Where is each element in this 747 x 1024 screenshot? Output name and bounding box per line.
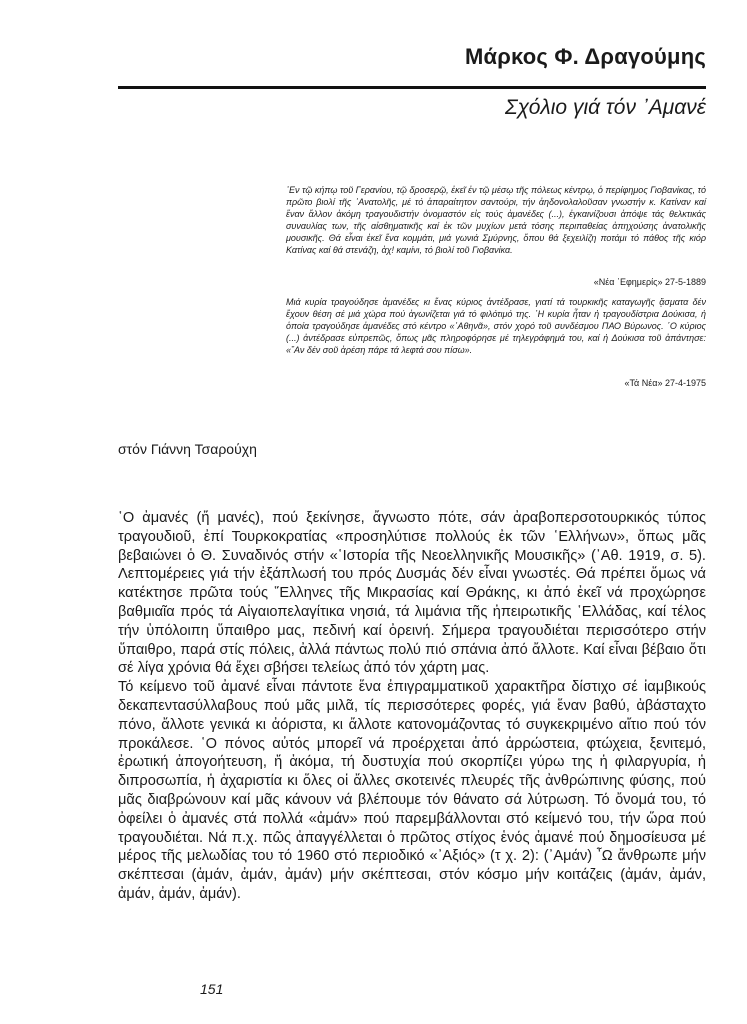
- dedication: στόν Γιάννη Τσαρούχη: [118, 441, 257, 457]
- paragraph-2: Τό κείμενο τοῦ ἀμανέ εἶναι πάντοτε ἕνα ἐπιγραμματικοῦ χαρακτῆρα δίστιχο σέ ἰαμβικούς δεκαπεντασύλλαβους πού μᾶς μιλᾶ, τίς περισσότερες φορές, γιά ἕναν βαθύ, ἀβάσταχτο πόνο, ἄλλοτε γενικά κι ἀόριστα, κι ἄλλοτε κατονομάζοντας τό συγκεκριμένο αἴτιο πού τόν προκάλεσε. ῾Ο πόνος αὐτός μπορεῖ νά προέρχεται ἀπό ἀρρώστεια, φτώχεια, ξενιτεμό, ἐρωτική ἀπογοήτευση, ἤ ἀκόμα, τή δυστυχία πού σκορπίζει γύρω της ἡ φιλαργυρία, ἡ διπροσωπία, ἡ ἀχαριστία κι ὅλες οἱ ἄλλες σκοτεινές πλευρές τῆς ἀνθρώπινης φύσης, πού μᾶς διαβρώνουν καί μᾶς κάνουν νά βλέπουμε τόν θάνατο σά λύτρωση. Τό ὄνομά του, τό ὀφείλει ὁ ἀμανές στά πολλά «ἀμάν» πού παρεμβάλλονται στό κείμενό του, τήν ὥρα πού τραγουδιέται. Νά π.χ. πῶς ἀπαγγέλλεται ὁ πρῶτος στίχος ἑνός ἀμανέ πού δημοσίευσα μέ μέρος τῆς μελωδίας του τό 1960 στό περιοδικό «᾿Αξιός» (τ χ. 2): (᾿Αμάν) ῏Ω ἄνθρωπε μήν σκέπτεσαι (ἀμάν, ἀμάν, ἀμάν) μήν σκέπτεσαι, στόν κόσμο μήν κοιτάζεις (ἀμάν, ἀμάν, ἀμάν, ἀμάν, ἀμάν).: [118, 679, 706, 902]
- epigraph-2-text: Μιά κυρία τραγούδησε ἀμανέδες κι ἕνας κύριος ἀντέδρασε, γιατί τά τουρκικῆς καταγωγῆς ᾄσματα δέν ἔχουν θέση σέ μιά χώρα πού ἀγωνίζεται γιά τό φιλότιμό της. ῾Η κυρία ἦταν ἡ τραγουδίστρια Δούκισα, ἡ ὁποία τραγούδησε ἀμανέδες στό κέντρο «᾿Αθηνᾶ», στόν χορό τοῦ συνδέσμου ΠΑΟ Βύρωνος. ῾Ο κύριος (...) ἀντέδρασε εὐπρεπῶς, ὅπως μᾶς πληροφόρησε μέ τηλεγράφημά του, καί ἡ Δούκισα τοῦ ἀπάντησε: «῎Αν δέν σοῦ ἀρέση πάρε τά λεφτά σου πίσω».: [286, 297, 706, 355]
- epigraph-1-source: «Νέα ᾿Εφημερίς» 27-5-1889: [593, 277, 706, 287]
- paragraph-1: ῾Ο ἀμανές (ἤ μανές), πού ξεκίνησε, ἄγνωστο πότε, σάν ἀραβοπερσοτουρκικός τύπος τραγουδιοῦ, ἐπί Τουρκοκρατίας «προσηλύτισε πολλούς ἐκ τῶν ῾Ελλήνων», ὅπως μᾶς βεβαιώνει ὁ Θ. Συναδινός στήν «῾Ιστορία τῆς Νεοελληνικῆς Μουσικῆς» (᾿Αθ. 1919, σ. 5). Λεπτομέρειες γιά τήν ἐξάπλωσή του πρός Δυσμάς δέν εἶναι γνωστές. Θά πρέπει ὅμως νά κατέκτησε πρῶτα τούς ῞Ελληνες τῆς Μικρασίας καί Θράκης, κι ἀπό ἐκεῖ νά προχώρησε βαθμιαῖα πρός τά Αἰγαιοπελαγίτικα νησιά, τά λιμάνια τῆς ἠπειρωτικῆς ῾Ελλάδας, καί τέλος τήν ὑπόλοιπη ὕπαιθρο μας, πεδινή καί ὀρεινή. Σήμερα τραγουδιέται περισσότερο στήν ὕπαιθρο, παρά στίς πόλεις, ἀλλά πάντως πολύ πιό σπάνια ἀπό ἄλλοτε. Καί εἶναι βέβαιο ὅτι σέ λίγα χρόνια θά ἔχει σβήσει τελείως ἀπό τόν χάρτη μας.: [118, 510, 706, 677]
- article-title: Σχόλιο γιά τόν ᾿Αμανέ: [505, 96, 706, 119]
- body-text: [118, 509, 706, 904]
- author-name: Μάρκος Φ. Δραγούμης: [464, 44, 706, 69]
- header-rule: [118, 86, 706, 89]
- epigraph-1-text: ᾿Εν τῷ κήπῳ τοῦ Γερανίου, τῷ δροσερῷ, ἐκεῖ ἐν τῷ μέσῳ τῆς πόλεως κέντρῳ, ὁ περίφημος Γιοβανίκας, τό πρῶτο βιολί τῆς ᾿Ανατολῆς, μέ τό ἀπαραίτητον σαντούρι, τήν ἀηδονολαλοῦσαν γνωστήν κ. Κατίναν καί ἕναν ἄλλον ἀκόμη τραγουδιστήν ὀνομαστόν εἰς τούς ἀμανέδες (...), ἐγκαινίζουσι ἀπόψε τάς θελκτικάς συναυλίας των, τῆς αἰσθηματικῆς καί ἐκ τῶν μυχίων μετά τόσης περιπαθείας ἀπηχούσης ἀνατολικῆς μουσικῆς. Θά εἶναι ἐκεῖ ἕνα κομμάτι, μιά γωνιά Σμύρνης, ὅπου θά ξεχειλίζη ποτάμι τό πάθος τῆς κιόρ Κατίνας καί θά στενάζη, ἀχ! καμίνι, τό βιολί τοῦ Γιοβανίκα.: [286, 185, 706, 255]
- page-number: 151: [200, 981, 224, 997]
- epigraph-2-source: «Τά Νέα» 27-4-1975: [624, 378, 706, 388]
